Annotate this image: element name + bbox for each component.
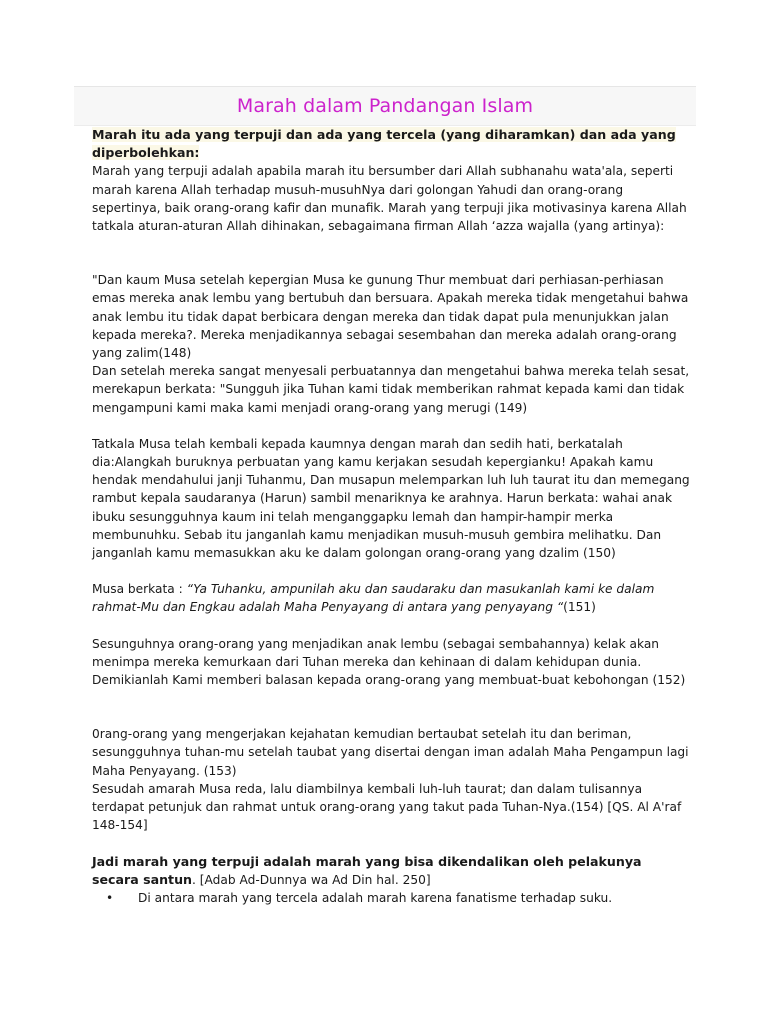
bullet-list — [92, 889, 692, 907]
paragraph-151 — [92, 580, 692, 616]
lead-paragraph — [92, 126, 692, 162]
page-title: Marah dalam Pandangan Islam — [236, 95, 534, 117]
paragraph-154: Sesudah amarah Musa reda, lalu diambilnya kembali luh-luh taurat; dan dalam tulisannya terdapat petunjuk dan rahmat untuk orang-orang yang takut pada Tuhan-Nya.(154) [QS. Al A'raf 148-154] — [92, 781, 682, 833]
bullet-icon: • — [106, 890, 114, 905]
conclusion-paragraph — [92, 853, 692, 889]
spacer — [92, 835, 692, 853]
conclusion-source: . [Adab Ad-Dunnya wa Ad Din hal. 250] — [192, 872, 431, 887]
spacer — [92, 235, 692, 271]
intro-paragraph: Marah yang terpuji adalah apabila marah itu bersumber dari Allah subhanahu wata'ala, seperti marah karena Allah terhadap musuh-musuhNya dari golongan Yahudi dan orang-orang sepertinya, baik orang-orang kafir dan munafik. Marah yang terpuji jika motivasinya karena Allah tatkala aturan-aturan Allah dihinakan, sebagaimana firman Allah ‘azza wajalla (yang artinya): — [92, 164, 687, 234]
title-bar — [74, 86, 696, 126]
paragraph-151-suffix: (151) — [563, 600, 596, 615]
spacer — [92, 689, 692, 725]
list-item — [92, 889, 692, 907]
quote-149: Dan setelah mereka sangat menyesali perbuatannya dan mengetahui bahwa mereka telah sesat, merekapun berkata: "Sungguh jika Tuhan kami tidak memberikan rahmat kepada kami dan tidak mengampuni kami maka kami menjadi orang-orang yang merugi (149) — [92, 364, 690, 415]
paragraph-150: Tatkala Musa telah kembali kepada kaumnya dengan marah dan sedih hati, berkatalah dia:Alangkah buruknya perbuatan yang kamu kerjakan sesudah kepergianku! Apakah kamu hendak mendahului janji Tuhanmu, Dan musapun melemparkan luh luh taurat itu dan memegang rambut kepala saudaranya (Harun) sambil menariknya ke arahnya. Harun berkata: wahai anak ibuku sesungguhnya kaum ini telah menganggapku lemah dan hampir-hampir merka membunuhku. Sebab itu janganlah kamu menjadikan musuh-musuh gembira melihatku. Dan janganlah kamu memasukkan aku ke dalam golongan orang-orang yang dzalim (150) — [92, 436, 690, 561]
spacer — [92, 617, 692, 635]
spacer — [92, 562, 692, 580]
paragraph-153: 0rang-orang yang mengerjakan kejahatan kemudian bertaubat setelah itu dan beriman, sesungguhnya tuhan-mu setelah taubat yang disertai dengan iman adalah Maha Pengampun lagi Maha Penyayang. (153) — [92, 727, 689, 778]
article-body — [92, 126, 692, 907]
paragraph-152: Sesunguhnya orang-orang yang menjadikan anak lembu (sebagai sembahannya) kelak akan menimpa mereka kemurkaan dari Tuhan mereka dan kehinaan di dalam kehidupan dunia. Demikianlah Kami memberi balasan kepada orang-orang yang membuat-buat kebohongan (152) — [92, 636, 686, 688]
paragraph-151-italic: “Ya Tuhanku, ampunilah aku dan saudaraku dan masukanlah kami ke dalam rahmat-Mu dan Engkau adalah Maha Penyayang di antara yang penyayang “ — [92, 582, 655, 615]
list-item-text: Di antara marah yang tercela adalah marah karena fanatisme terhadap suku. — [138, 890, 613, 905]
paragraph-151-prefix: Musa berkata : — [92, 582, 187, 597]
quote-148: "Dan kaum Musa setelah kepergian Musa ke gunung Thur membuat dari perhiasan-perhiasan emas mereka anak lembu yang bertubuh dan bersuara. Apakah mereka tidak mengetahui bahwa anak lembu itu tidak dapat berbicara dengan mereka dan tidak dapat pula menunjukkan jalan kepada mereka?. Mereka menjadikannya sebagai sesembahan dan mereka adalah orang-orang yang zalim(148) — [92, 273, 689, 361]
spacer — [92, 417, 692, 435]
conclusion-bold: Jadi marah yang terpuji adalah marah yang bisa dikendalikan oleh pelakunya secara santun — [92, 853, 642, 887]
lead-highlight: Marah itu ada yang terpuji dan ada yang tercela (yang diharamkan) dan ada yang diperbolehkan: — [92, 127, 676, 161]
